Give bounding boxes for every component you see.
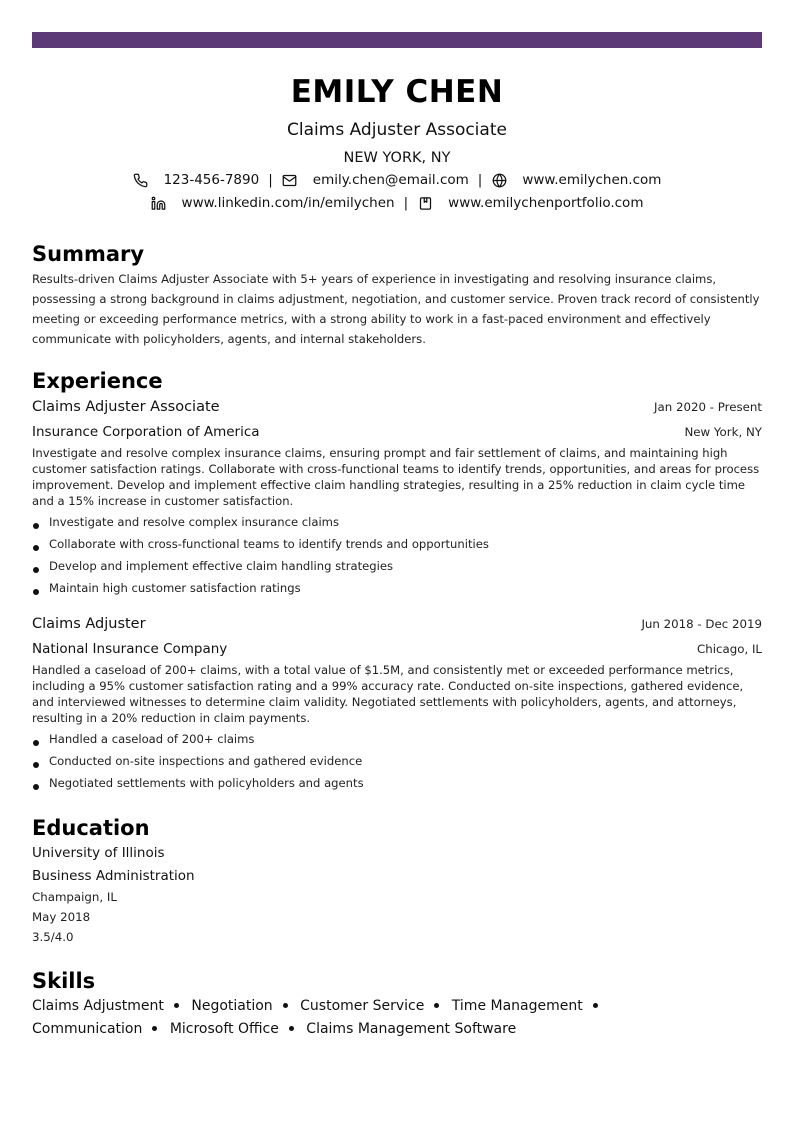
job-description: Investigate and resolve complex insurance claims, ensuring prompt and fair settlement of claims, and maintaining high customer satisfaction ratings. Collaborate with cross-functional teams to identify trends, opportunities, and areas for process improvement. Develop and implement effective claim handling strategies, resulting in a 25% reduction in claim cycle time and a 15% increase in customer satisfaction.: [32, 446, 760, 508]
experience-heading: Experience: [32, 369, 163, 393]
job-company: Insurance Corporation of America: [32, 424, 260, 440]
skill-item: Negotiation: [191, 998, 273, 1014]
job-location: New York, NY: [684, 425, 762, 439]
education-date: May 2018: [32, 910, 91, 924]
resume-header: [32, 72, 762, 214]
bullet-text: Negotiated settlements with policyholders and agents: [49, 776, 364, 790]
bullet-icon: [33, 523, 39, 529]
portfolio-icon: [417, 195, 433, 211]
education-location: Champaign, IL: [32, 890, 117, 904]
skill-item: Time Management: [451, 998, 583, 1014]
bullet-icon: [33, 740, 39, 746]
skill-bullet-icon: [434, 1003, 439, 1008]
job-dates: Jan 2020 - Present: [654, 400, 762, 414]
job-company: National Insurance Company: [32, 641, 228, 657]
list-item: [32, 533, 762, 555]
skill-item: Claims Management Software: [306, 1021, 517, 1037]
job-header: [32, 397, 762, 417]
job-dates: Jun 2018 - Dec 2019: [641, 617, 762, 631]
job-bullet-list: [32, 511, 762, 599]
list-item: [32, 577, 762, 599]
summary-text: Results-driven Claims Adjuster Associate with 5+ years of experience in investigating and resolving insurance claims, possessing a strong background in claims adjustment, negotiation, and customer service. Proven track record of consistently meeting or exceeding performance metrics, with a strong ability to work in a fast-paced environment and effectively communicate with policyholders, agents, and internal stakeholders.: [32, 272, 760, 346]
skill-item: Microsoft Office: [169, 1021, 279, 1037]
bullet-icon: [33, 567, 39, 573]
list-item: [32, 772, 762, 794]
globe-icon: [491, 172, 507, 188]
skills-heading: Skills: [32, 969, 96, 993]
contact-separator: |: [477, 172, 483, 188]
contact-row-primary: [32, 169, 762, 191]
linkedin-icon: [151, 195, 167, 211]
job-title: Claims Adjuster Associate: [32, 399, 220, 415]
list-item: [32, 555, 762, 577]
skill-bullet-icon: [283, 1003, 288, 1008]
accent-bar: [32, 32, 762, 48]
job-description: Handled a caseload of 200+ claims, with a total value of $1.5M, and consistently met or exceeded performance metrics, including a 95% customer satisfaction rating and a 99% accuracy rate. Conducted on-site inspections, gathered evidence, and interviewed witnesses to determine claim validity. Negotiated settlements with policyholders, agents, and attorneys, resulting in a 20% reduction in claim payments.: [32, 663, 744, 725]
mail-icon: [282, 172, 298, 188]
education-school: University of Illinois: [32, 845, 165, 861]
bullet-text: Collaborate with cross-functional teams to identify trends and opportunities: [49, 537, 489, 551]
job-title: Claims Adjuster: [32, 616, 146, 632]
skill-bullet-icon: [593, 1003, 598, 1008]
education-heading: Education: [32, 816, 150, 840]
job-header: [32, 614, 762, 634]
skills-list: [32, 995, 712, 1041]
skill-bullet-icon: [174, 1003, 179, 1008]
list-item: [32, 511, 762, 533]
bullet-icon: [33, 784, 39, 790]
skill-item: Customer Service: [300, 998, 425, 1014]
education-degree: Business Administration: [32, 868, 195, 884]
skill-item: Claims Adjustment: [32, 998, 164, 1014]
education-gpa: 3.5/4.0: [32, 930, 74, 944]
contact-separator: |: [268, 172, 273, 188]
portfolio-link[interactable]: www.emilychenportfolio.com: [448, 195, 644, 211]
bullet-text: Handled a caseload of 200+ claims: [49, 732, 255, 746]
bullet-icon: [33, 762, 39, 768]
job-company-row: [32, 422, 762, 442]
bullet-text: Develop and implement effective claim handling strategies: [49, 559, 394, 573]
job-location: Chicago, IL: [697, 642, 762, 656]
summary-heading: Summary: [32, 242, 145, 266]
bullet-icon: [33, 545, 39, 551]
bullet-text: Conducted on-site inspections and gathered evidence: [49, 754, 363, 768]
list-item: [32, 728, 762, 750]
bullet-text: Investigate and resolve complex insurance claims: [49, 515, 340, 529]
skill-bullet-icon: [152, 1026, 157, 1031]
job-company-row: [32, 639, 762, 659]
candidate-name: EMILY CHEN: [290, 74, 504, 110]
email-link[interactable]: emily.chen@email.com: [312, 172, 469, 188]
contact-row-secondary: [32, 192, 762, 214]
phone-number[interactable]: 123-456-7890: [163, 172, 260, 188]
website-link[interactable]: www.emilychen.com: [522, 172, 662, 188]
bullet-icon: [33, 589, 39, 595]
list-item: [32, 750, 762, 772]
linkedin-link[interactable]: www.linkedin.com/in/emilychen: [181, 195, 395, 211]
skill-bullet-icon: [289, 1026, 294, 1031]
bullet-text: Maintain high customer satisfaction ratings: [49, 581, 301, 595]
candidate-title: Claims Adjuster Associate: [287, 120, 507, 140]
candidate-location: NEW YORK, NY: [343, 150, 451, 166]
job-bullet-list: [32, 728, 762, 794]
contact-separator: |: [403, 195, 409, 211]
phone-icon: [133, 172, 149, 188]
skill-item: Communication: [32, 1021, 143, 1037]
